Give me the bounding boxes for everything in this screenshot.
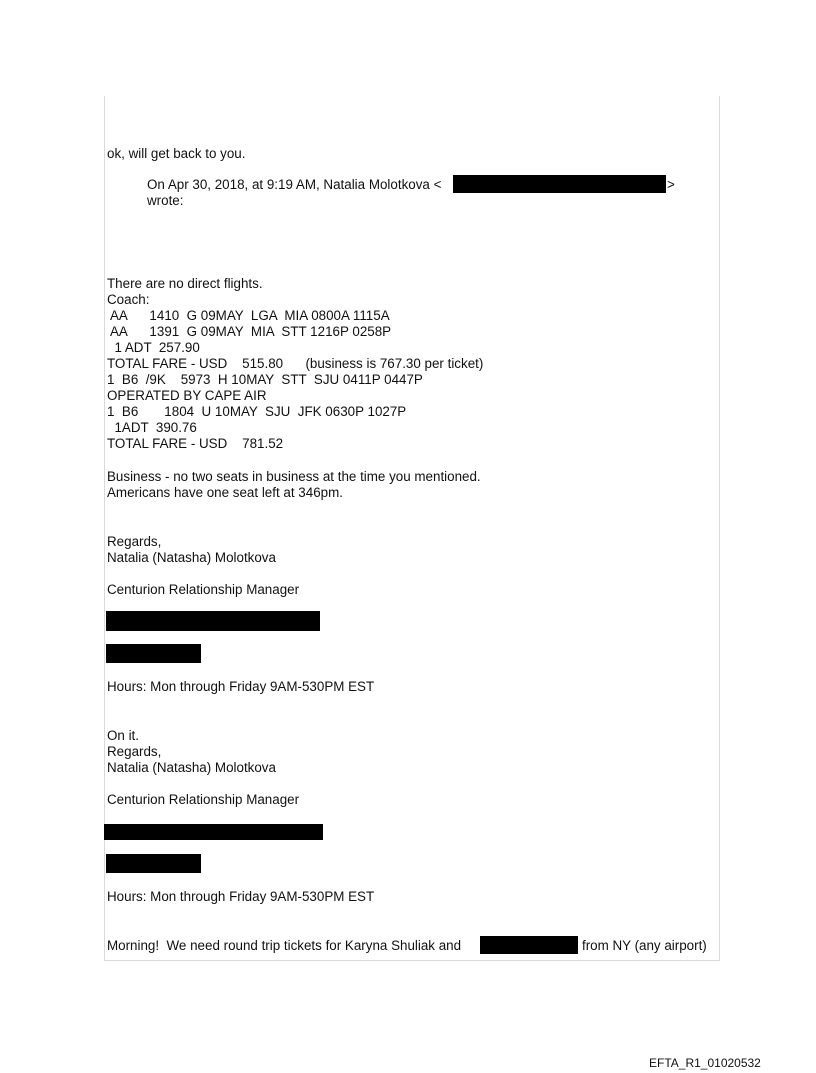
- signature-name: Natalia (Natasha) Molotkova: [107, 550, 276, 565]
- signature-title: Centurion Relationship Manager: [107, 792, 300, 807]
- itinerary-line: There are no direct flights.: [107, 276, 263, 291]
- itinerary-line: AA 1410 G 09MAY LGA MIA 0800A 1115A: [107, 308, 390, 323]
- signature-title: Centurion Relationship Manager: [107, 582, 300, 597]
- quote-header-wrote: wrote:: [147, 193, 184, 208]
- document-id: EFTA_R1_01020532: [649, 1056, 761, 1070]
- reply-line: ok, will get back to you.: [107, 146, 246, 161]
- signature-hours: Hours: Mon through Friday 9AM-530PM EST: [107, 889, 375, 904]
- business-note-line: Americans have one seat left at 346pm.: [107, 485, 343, 500]
- itinerary-line: 1ADT 390.76: [107, 420, 197, 435]
- redacted-block: [106, 854, 201, 873]
- signature-name: Natalia (Natasha) Molotkova: [107, 760, 276, 775]
- reply2-on-it: On it.: [107, 728, 139, 743]
- itinerary-line: AA 1391 G 09MAY MIA STT 1216P 0258P: [107, 324, 392, 339]
- last-line-prefix: Morning! We need round trip tickets for Karyna Shuliak and: [107, 938, 462, 953]
- last-line-suffix: from NY (any airport): [582, 938, 707, 953]
- itinerary-line: 1 B6 /9K 5973 H 10MAY STT SJU 0411P 0447P: [107, 372, 423, 387]
- itinerary-line: OPERATED BY CAPE AIR: [107, 388, 267, 403]
- itinerary-line: TOTAL FARE - USD 781.52: [107, 436, 284, 451]
- business-note-line: Business - no two seats in business at the time you mentioned.: [107, 469, 481, 484]
- quote-header-suffix: >: [667, 177, 675, 192]
- redacted-block: [106, 644, 201, 663]
- itinerary-line: TOTAL FARE - USD 515.80 (business is 767.30 per ticket): [107, 356, 484, 371]
- signature-regards: Regards,: [107, 534, 162, 549]
- quote-header-prefix: On Apr 30, 2018, at 9:19 AM, Natalia Molotkova <: [147, 177, 442, 192]
- redacted-block: [106, 611, 320, 631]
- itinerary-line: Coach:: [107, 292, 150, 307]
- signature-hours: Hours: Mon through Friday 9AM-530PM EST: [107, 679, 375, 694]
- itinerary-line: 1 B6 1804 U 10MAY SJU JFK 0630P 1027P: [107, 404, 407, 419]
- itinerary-line: 1 ADT 257.90: [107, 340, 200, 355]
- redacted-name: [480, 936, 578, 954]
- redacted-email: [453, 175, 666, 193]
- signature-regards: Regards,: [107, 744, 162, 759]
- redacted-block: [104, 824, 323, 840]
